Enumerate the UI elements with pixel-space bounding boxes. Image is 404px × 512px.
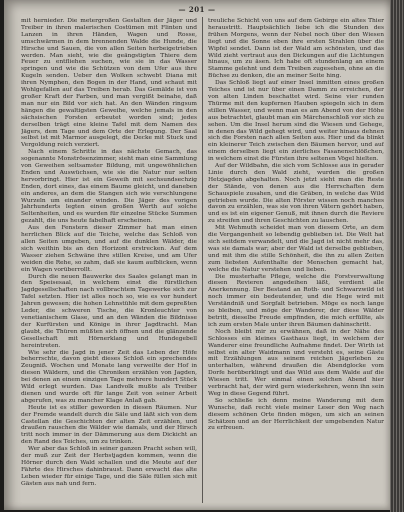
page-number: — 201 — <box>178 5 216 14</box>
paragraph: Das Schloß liegt auf einer Insel inmitten eines großen Teiches und ist nur über einen Damm zu erreichen, der von alten Linden beschattet wird. Seine vier runden Thürme mit den kupfernen Hauben spiegeln sich in dem stillen Wasser, und wenn man es am Abend von der Höhe aus betrachtet, glaubt man ein Märchenschloß vor sich zu sehen. Um die Insel herum sind die Wiesen und Gehege, in denen das Wild gehegt wird, und weiter hinaus dehnen sich die Forsten nach allen Seiten aus. Hier und da blinkt ein kleinerer Teich zwischen den Bäumen hervor, und auf einem derselben liegt ein zierliches Fasanenschlößchen, in welchem einst die Fürsten ihre seltenen Vögel hielten. <box>208 80 384 163</box>
text-column-left <box>21 18 197 503</box>
paragraph: treuliche Schicht von uns auf dem Gebirge ein altes Thier heraustritt. Hauptsächlich liebe ich die Stunden des frühen Morgens, wenn der Nebel noch über den Wiesen liegt und die Sonne eben ihre ersten Strahlen über die Wipfel sendet. Dann ist der Wald am schönsten, und das Wild zieht vertraut aus den Dickungen auf die Lichtungen hinaus, um zu äsen. Ich habe oft stundenlang an einem Stamme gelehnt und dem Treiben zugesehen, ohne an die Büchse zu denken, die an meiner Seite hing. <box>208 18 384 80</box>
page-edge-stack <box>390 0 404 512</box>
paragraph: Wie sehr die Jagd in jener Zeit das Leben der Höfe beherrschte, davon giebt dieses Schloß ein sprechendes Zeugniß. Wochen und Monate lang verweilte der Hof in diesen Wäldern, und die Chroniken erzählen von Jagden, bei denen an einem einzigen Tage mehrere hundert Stück Wild erlegt wurden. Das Landvolk mußte als Treiber dienen und wurde oft für lange Zeit von seiner Arbeit abgerufen, was zu mancher Klage Anlaß gab. <box>21 349 197 404</box>
text-column-right <box>208 18 384 503</box>
paragraph: Die musterhafte Pflege, welche die Forstverwaltung diesen Revieren angedeihen läßt, verdient alle Anerkennung. Der Bestand an Roth- und Schwarzwild ist noch immer ein bedeutender, und die Hege wird mit Verständniß und Sorgfalt betrieben. Möge es noch lange so bleiben, und möge der Wanderer, der diese Wälder betritt, dieselbe Freude empfinden, die mich erfüllte, als ich zum ersten Male unter ihren Bäumen dahinschritt. <box>208 273 384 328</box>
scanned-page <box>4 0 390 510</box>
paragraph: Mit Wehmuth scheidet man von diesem Orte, an dem die Vergangenheit so lebendig geblieben ist. Die Welt hat sich seitdem verwandelt, und die Jagd ist nicht mehr das, was sie damals war; aber der Wald ist derselbe geblieben, und mit ihm die stille Schönheit, die ihn zu allen Zeiten zum liebsten Aufenthalte der Menschen gemacht hat, welche die Natur verstehen und lieben. <box>208 225 384 273</box>
paragraph: mit hernieder. Die metergroßen Gestalten der Jäger und Treiber in ihren malerischen Costümen mit Flinten und Lanzen in ihren Händen, Wagen und Rosse, umschwärmen in dem brennenden Walde die Hunde, die Hirsche und Sauen, die von allen Seiten herbeigetrieben werden. Man sieht, wie die geängstigten Thiere dem Feuer zu entfliehen suchen, wie sie in das Wasser springen und wie die Schützen von dem Ufer aus ihre Kugeln senden. Ueber den Wolken schwebt Diana mit ihren Nymphen, den Bogen in der Hand, und schaut mit Wohlgefallen auf das Treiben herab. Das Gemälde ist von großer Kraft der Farben, und man vergißt beinahe, daß man nur ein Bild vor sich hat. An den Wänden ringsum hängen die gewaltigsten Geweihe, welche jemals in den sächsischen Forsten erbeutet worden sind; jedes derselben trägt eine kleine Tafel mit dem Namen des Jägers, dem Tage und dem Orte der Erlegung. Der Saal selbst ist mit Marmor ausgelegt, die Decke mit Stuck und Vergoldung reich verziert. <box>21 18 197 149</box>
paragraph: Wer aber das Schloß in seiner ganzen Pracht sehen will, der muß zur Zeit der Herbstjagden kommen, wenn die Hörner durch den Wald schallen und die Meute auf der Fährte des Hirsches dahinbraust. Dann erwacht das alte Leben wieder für einige Tage, und die Säle füllen sich mit Gästen aus nah und fern. <box>21 446 197 487</box>
paragraph: Heute ist es stiller geworden in diesen Räumen. Nur der Fremde wandelt durch die Säle und läßt sich von dem Castellan die Geschichten der alten Zeit erzählen, und draußen rauschen die Wälder wie damals, und der Hirsch tritt noch immer in der Dämmerung aus dem Dickicht an den Rand des Teiches, um zu trinken. <box>21 404 197 446</box>
column-divider <box>202 17 203 503</box>
paragraph: Noch bleibt mir zu erwähnen, daß in der Nähe des Schlosses ein kleines Gasthaus liegt, in welchem der Wanderer eine freundliche Aufnahme findet. Der Wirth ist selbst ein alter Waidmann und versteht es, seine Gäste mit Erzählungen aus seinem reichen Jägerleben zu unterhalten, während draußen die Abendglocke vom Dorfe herüberklingt und das Wild aus dem Walde auf die Wiesen tritt. Wer einmal einen solchen Abend hier verbracht hat, der wird gern wiederkehren, wenn ihn sein Weg in diese Gegend führt. <box>208 328 384 397</box>
paragraph: Aus den Fenstern dieser Zimmer hat man einen herrlichen Blick auf die Teiche, welche das Schloß von allen Seiten umgeben, und auf die dunklen Wälder, die sich weithin bis an den Horizont erstrecken. Auf dem Wasser ziehen Schwäne ihre stillen Kreise, und am Ufer weiden die Rehe, so zahm, daß sie kaum aufblicken, wenn ein Wagen vorüberrollt. <box>21 225 197 273</box>
paragraph: Durch die neuen Bauwerke des Saales gelangt man in den Speisesaal, in welchem einst die fürstlichen Jagdgesellschaften nach vollbrachtem Tagewerke sich zur Tafel setzten. Hier ist alles noch so, wie es vor hundert Jahren gewesen; die hohen Lehnstühle mit dem gepreßten Leder, die schweren Tische, die Kronleuchter von venetianischem Glase, und an den Wänden die Bildnisse der Kurfürsten und Könige in ihrer Jagdtracht. Man glaubt, die Thüren müßten sich öffnen und die glänzende Gesellschaft mit Hörnerklang und Hundegebell hereintreten. <box>21 273 197 349</box>
paragraph: So schließe ich denn meine Wanderung mit dem Wunsche, daß recht viele meiner Leser den Weg nach diesem schönen Orte finden mögen, um sich an seinen Schätzen und an der Herrlichkeit der umgebenden Natur zu erfreuen. <box>208 397 384 432</box>
paragraph: Nach einem Schritte in das nächste Gemach, das sogenannte Monströsenzimmer, sieht man eine Sammlung von Geweihen seltsamster Bildung, mit ungewöhnlichen Enden und Auswüchsen, wie sie die Natur nur selten hervorbringt. Hier ist ein Geweih mit sechsundsechzig Enden, dort eines, das einem Baume gleicht, und daneben ein anderes, an dem die Stangen sich wie verschlungene Wurzeln um einander winden. Die Jäger des vorigen Jahrhunderts legten einen großen Werth auf solche Seltenheiten, und es wurden für einzelne Stücke Summen gezahlt, die uns heute fabelhaft erscheinen. <box>21 149 197 225</box>
paragraph: Auf der Wildbahn, die sich vom Schlosse aus in gerader Linie durch den Wald zieht, wurden die großen Hetzjagden abgehalten. Noch jetzt sieht man die Reste der Stände, von denen aus die Herrschaften dem Schauspiele zusahen, und die Gräben, in welche das Wild getrieben wurde. Die alten Förster wissen noch manches davon zu erzählen, was sie von ihren Vätern gehört haben, und es ist ein eigener Genuß, mit ihnen durch die Reviere zu streifen und ihren Geschichten zu lauschen. <box>208 163 384 225</box>
